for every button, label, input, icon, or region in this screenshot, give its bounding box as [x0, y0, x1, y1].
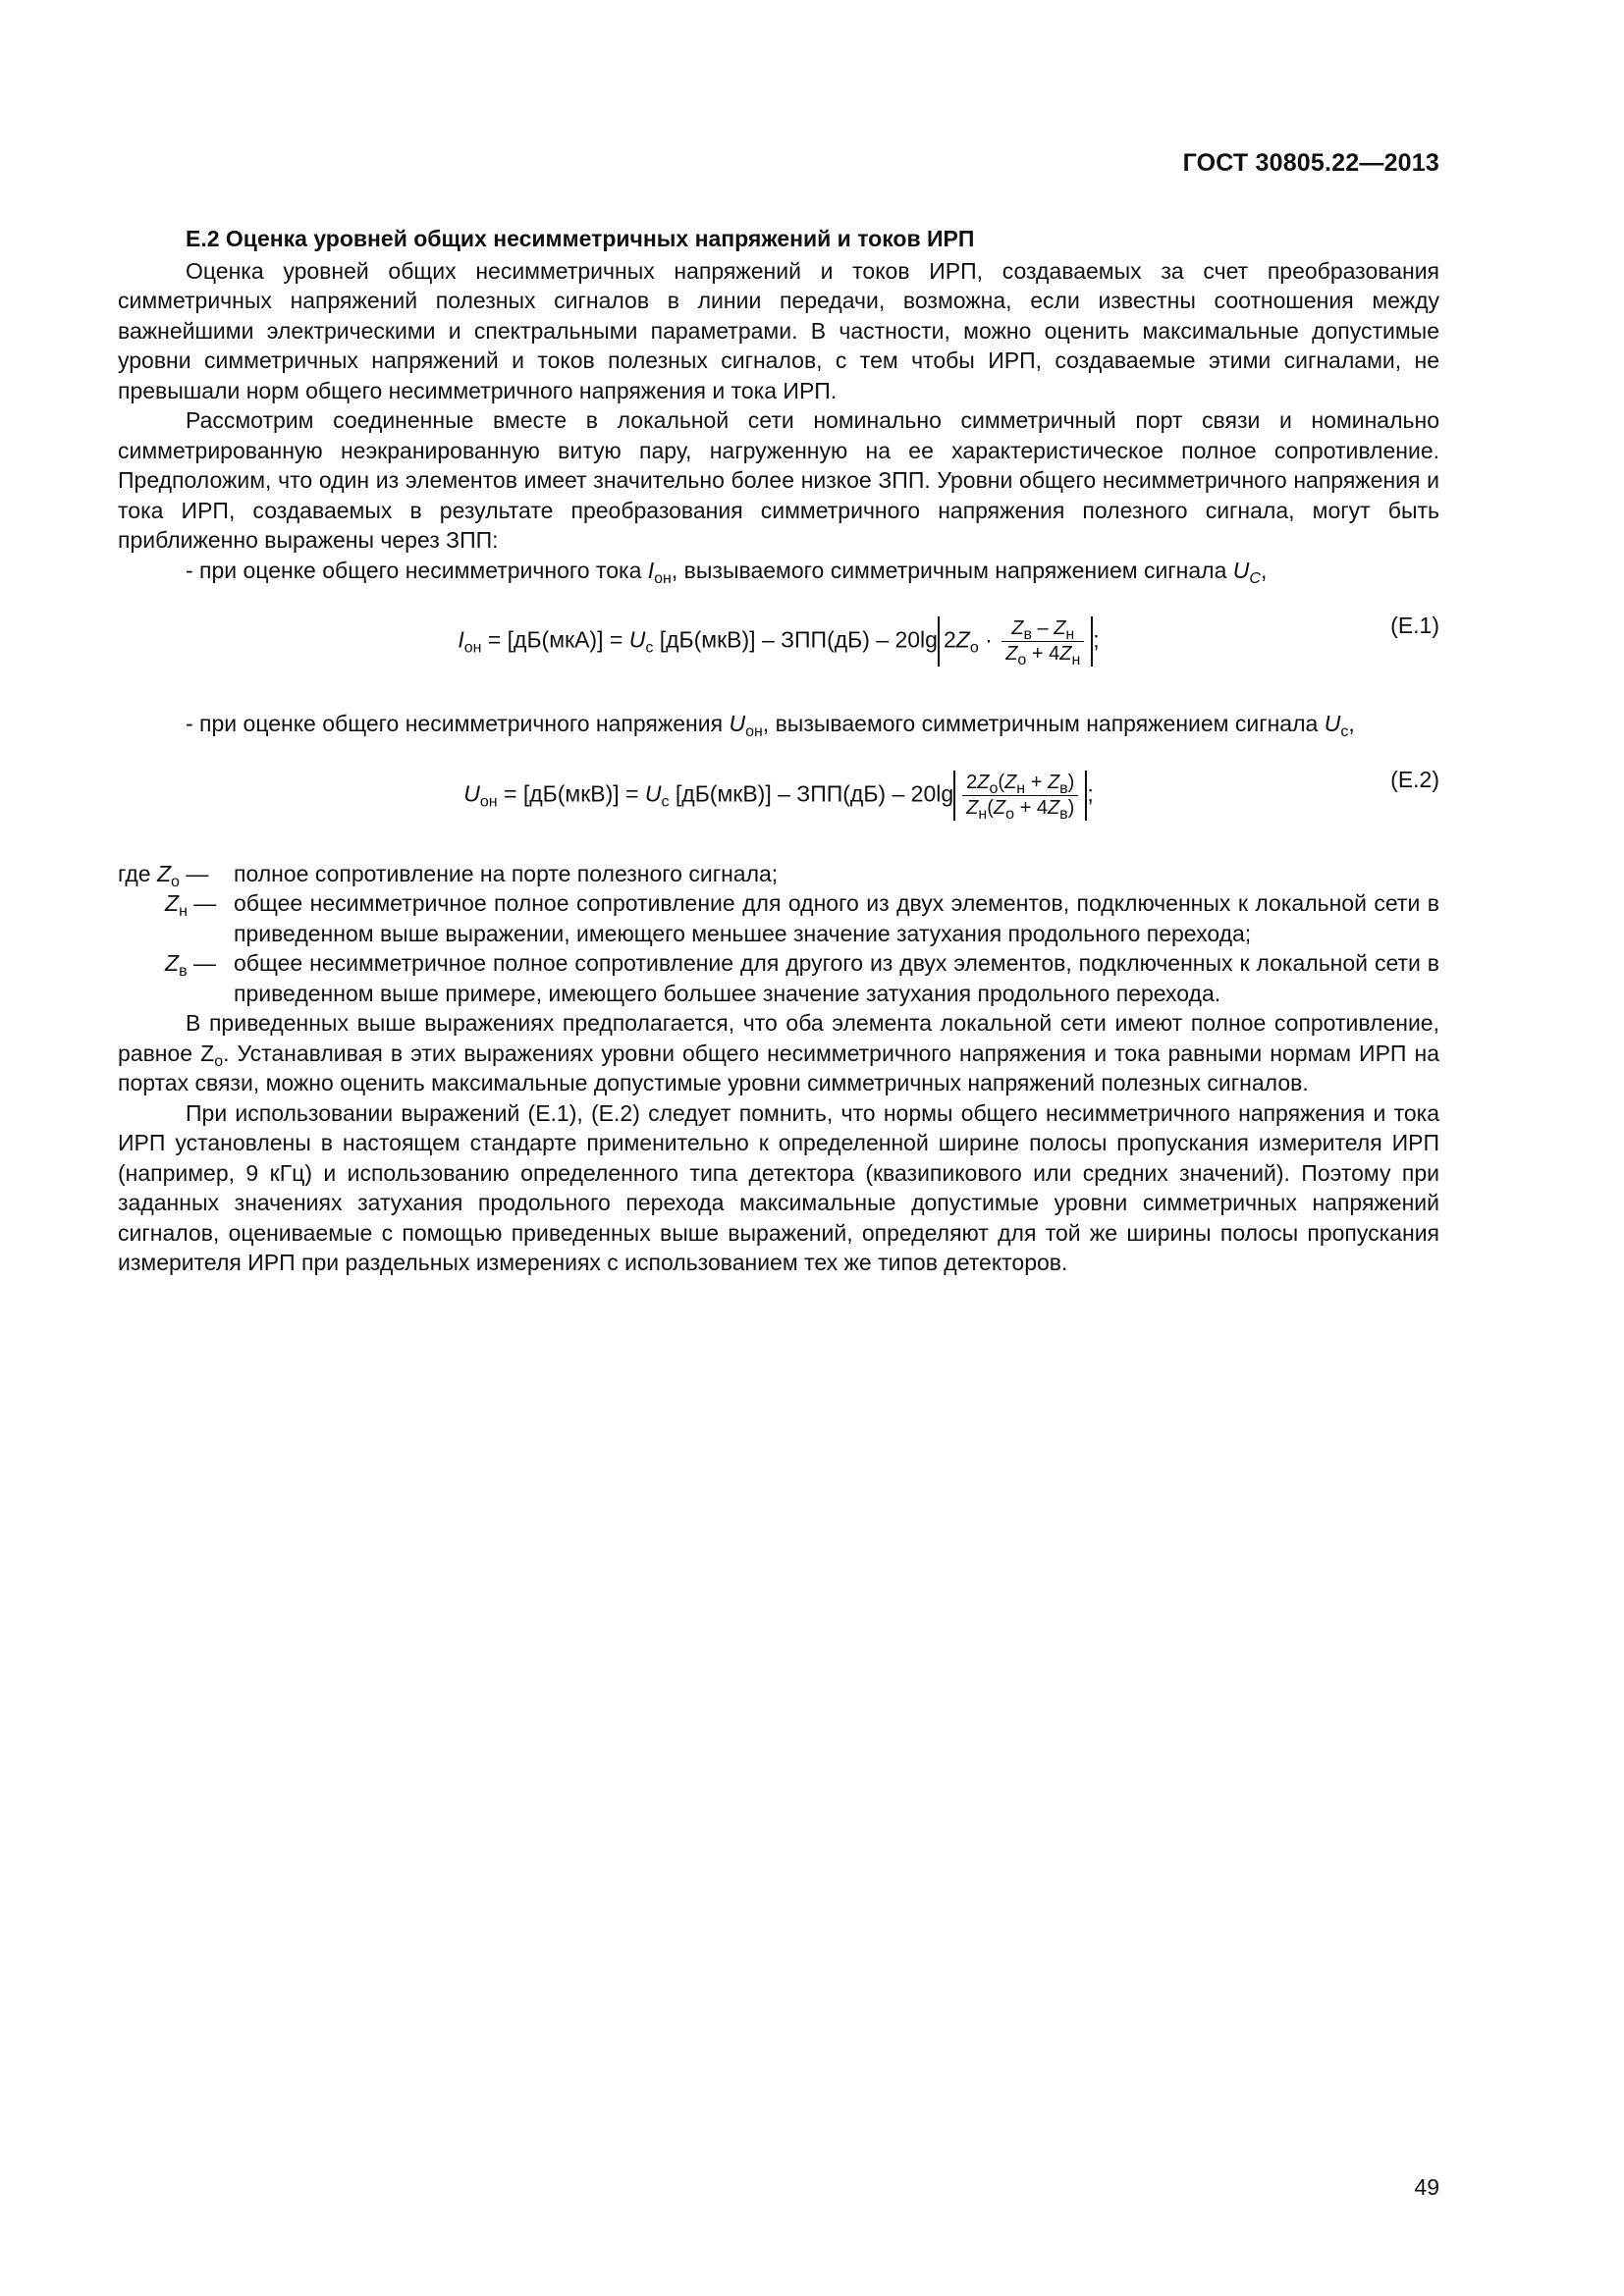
document-header: ГОСТ 30805.22—2013: [1182, 149, 1439, 177]
paragraph-usage-note: При использовании выражений (Е.1), (Е.2) следует помнить, что нормы общего несимметричного напряжения и тока ИРП установлены в настоящем стандарте применительно к определенной ширине полосы пропускания измерителя ИРП (например, 9 кГц) и использованию определенного типа детектора (квазипикового или средних значений). Поэтому при заданных значениях затухания продольного перехода максимальные допустимые уровни симметричных напряжений сигналов, оцениваемые с помощью приведенных выше выражений, определяют для той же ширины полосы пропускания измерителя ИРП при раздельных измерениях с использованием тех же типов детекторов.: [118, 1099, 1439, 1275]
formula-e2-fraction: $\frac{2Z_о(Z_н + Z_в)}{Z_н(Z_о + 4Z_в)}$: [962, 771, 1078, 821]
formula-e2-number: (Е.2): [1390, 766, 1439, 792]
paragraph-voltage-case: - при оценке общего несимметричного напряжения $U_{он}$, вызываемого симметричным напряжением сигнала $U_c$,: [186, 711, 1355, 740]
page-number: 49: [1414, 2174, 1439, 2200]
formula-e1-number: (Е.1): [1390, 613, 1439, 638]
definition-zo: где $Z_о$ — полное сопротивление на порте полезного сигнала;: [118, 860, 779, 890]
document-body: [118, 224, 1439, 1278]
definitions-list: [118, 859, 1439, 1009]
paragraph-consider: Рассмотрим соединенные вместе в локальной сети номинально симметричный порт связи и номинально симметрированную неэкранированную витую пару, нагруженную на ее характеристическое полное сопротивление. Предположим, что один из элементов имеет значительно более низкое ЗПП. Уровни общего несимметричного напряжения и тока ИРП, создаваемых в результате преобразования симметричного напряжения полезного сигнала, могут быть приближенно выражены через ЗПП:: [118, 407, 1439, 553]
definition-zn: $Z_н$ — общее несимметричное полное сопротивление для одного из двух элементов, подключенных к локальной сети в приведенном выше выражении, имеющего меньшее значение затухания продольного перехода;: [165, 890, 1439, 946]
paragraph-assumption: В приведенных выше выражениях предполагается, что оба элемента локальной сети имеют полное сопротивление, равное $Z_о$. Устанавливая в этих выражениях уровни общего несимметричного напряжения и тока равными нормам ИРП на портах связи, можно оценить максимальные допустимые уровни симметричных напряжений полезных сигналов.: [118, 1010, 1439, 1095]
paragraph-intro: Оценка уровней общих несимметричных напряжений и токов ИРП, создаваемых за счет преобразования симметричных напряжений полезных сигналов в линии передачи, возможна, если известны соотношения между важнейшими электрическими и спектральными параметрами. В частности, можно оценить максимальные допустимые уровни симметричных напряжений и токов полезных сигналов, с тем чтобы ИРП, создаваемые этими сигналами, не превышали норм общего несимметричного напряжения и тока ИРП.: [118, 257, 1439, 403]
definition-zv: $Z_в$ — общее несимметричное полное сопротивление для другого из двух элементов, подключенных к локальной сети в приведенном выше примере, имеющего большее значение затухания продольного перехода.: [165, 950, 1439, 1006]
formula-e2: [118, 753, 1439, 839]
formula-e1: [118, 599, 1439, 689]
formula-e1-expression: $I_{он} = [дБ(мкА)] = U_c$ [дБ(мкВ)] – ЗПП(дБ) – 20lg $2Z_о$ · $\frac{Z_в - Z_н}{Z_о + 4Z_н}$ ;: [458, 617, 1100, 668]
formula-e2-expression: $U_{он} = [дБ(мкВ)] = U_c$ [дБ(мкВ)] – ЗПП(дБ) – 20lg $\frac{2Z_о(Z_н + Z_в)}{Z_н(Z_о + 4Z_в)}$ ;: [463, 771, 1094, 823]
formula-e1-abs: $2Z_о$ · $\frac{Z_в - Z_н}{Z_о + 4Z_н}$: [938, 616, 1093, 667]
section-title: Е.2 Оценка уровней общих несимметричных напряжений и токов ИРП: [186, 226, 975, 251]
paragraph-current-case: - при оценке общего несимметричного тока $I_{он}$, вызываемого симметричным напряжением сигнала $U_С$,: [186, 557, 1268, 587]
formula-e1-fraction: $\frac{Z_в - Z_н}{Z_о + 4Z_н}$: [1001, 616, 1084, 667]
formula-e2-abs: [953, 771, 1087, 821]
